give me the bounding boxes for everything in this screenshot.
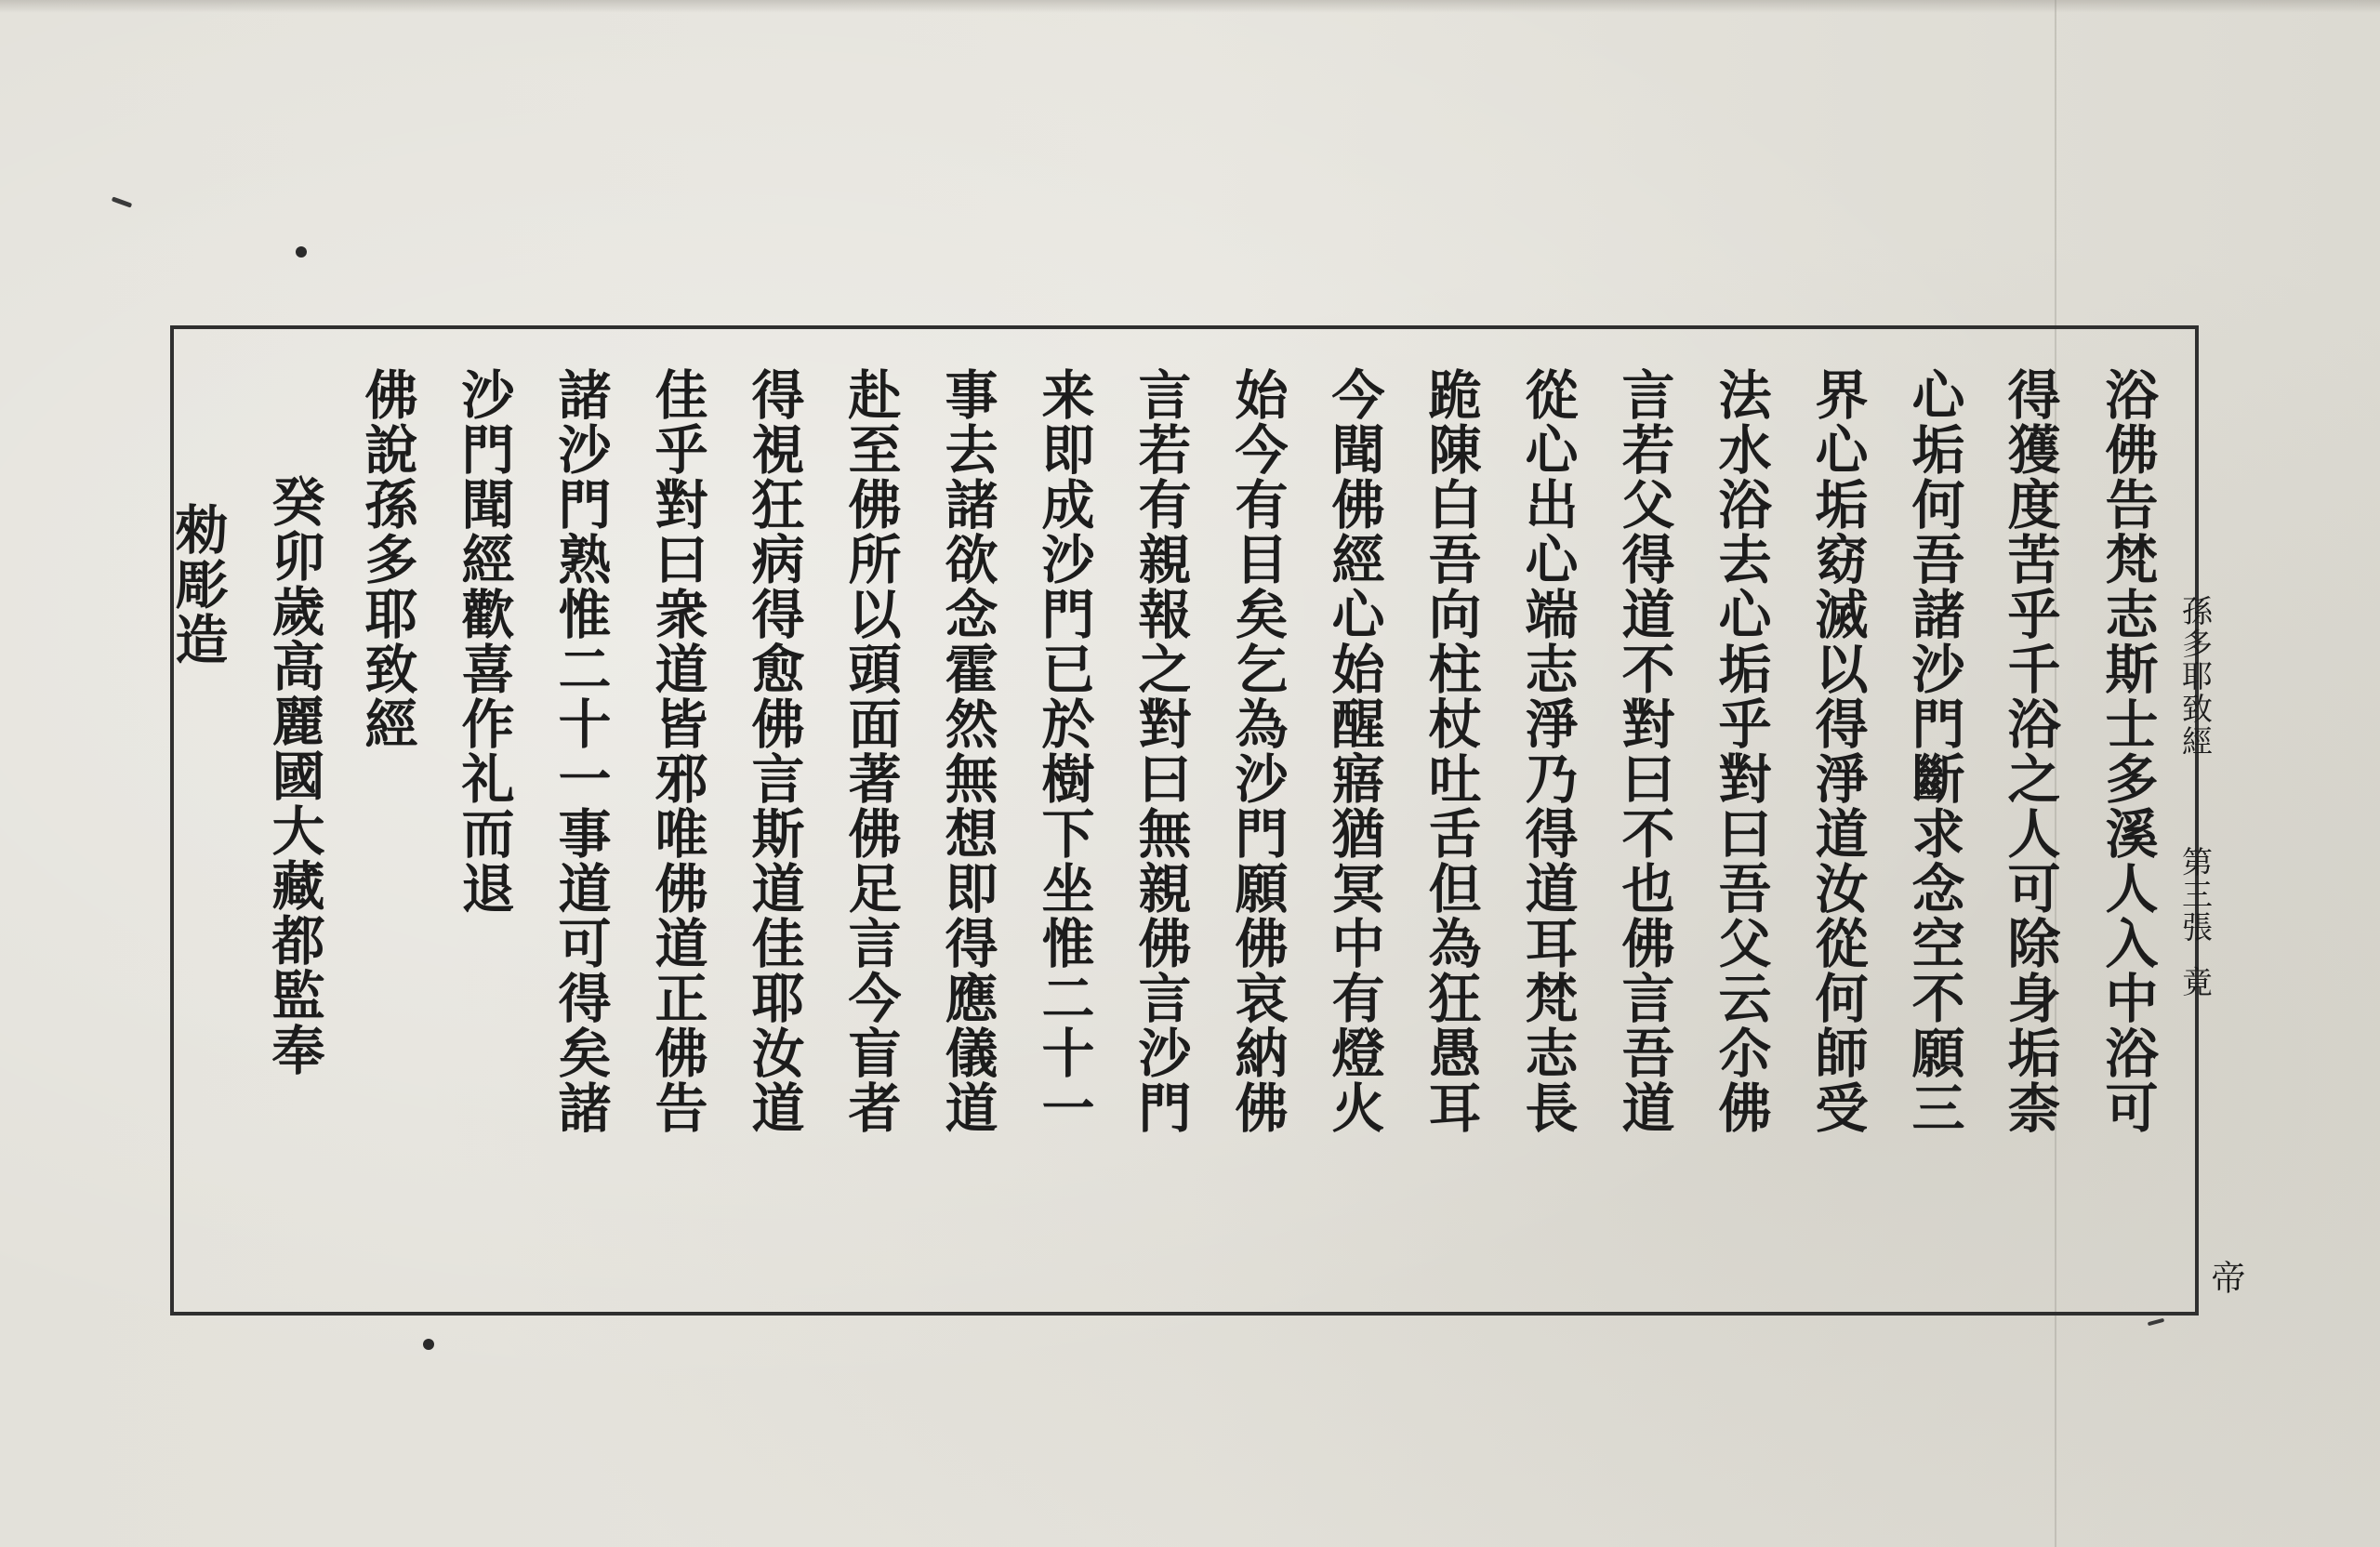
text-column-16: 佳乎對曰衆道皆邪唯佛道正佛告 <box>646 367 708 1135</box>
text-column-14: 赴至佛所以頭面著佛足言今盲者 <box>840 367 902 1135</box>
text-column-7: 從心出心端志淨乃得道耳梵志長 <box>1516 367 1579 1135</box>
margin-page-number: 第三張竟 <box>2177 846 2214 998</box>
text-column-2: 得獲度苦乎千浴之人可除身垢柰 <box>1999 367 2061 1135</box>
colophon-title: 佛說孫多耶致經 <box>356 367 418 751</box>
colophon-edict-line: 勑彫造 <box>166 502 229 667</box>
text-column-11: 言若有親報之對曰無親佛言沙門 <box>1130 367 1192 1135</box>
margin-edge-character: 帝 <box>2205 1260 2245 1294</box>
text-column-9: 今聞佛經心始醒寤猶冥中有燈火 <box>1323 367 1385 1135</box>
colophon-date-line: 癸卯歲高麗國大藏都監奉 <box>263 474 325 1078</box>
text-column-17: 諸沙門熟惟二十一事道可得矣諸 <box>549 367 612 1135</box>
margin-sutra-title: 孫多耶致經 <box>2177 595 2214 758</box>
text-column-15: 得視狂病得愈佛言斯道佳耶汝道 <box>743 367 805 1135</box>
text-column-13: 事去諸欲念霍然無想即得應儀道 <box>936 367 998 1135</box>
margin-end-mark: 竟 <box>2177 966 2214 998</box>
text-column-18: 沙門聞經歡喜作礼而退 <box>453 367 515 916</box>
text-column-12: 来即成沙門已於樹下坐惟二十一 <box>1033 367 1095 1135</box>
text-column-8: 跪陳白吾向柱杖吐舌但為狂愚耳 <box>1420 367 1482 1135</box>
text-column-4: 界心垢窈滅以得淨道汝從何師受 <box>1806 367 1869 1135</box>
ink-speck <box>296 246 307 258</box>
text-column-5: 法水浴去心垢乎對曰吾父云尒佛 <box>1710 367 1772 1135</box>
text-column-10: 始今有目矣乞為沙門願佛哀納佛 <box>1226 367 1289 1135</box>
text-column-6: 言若父得道不對曰不也佛言吾道 <box>1613 367 1675 1135</box>
text-column-1: 浴佛告梵志斯士多溪人入中浴可 <box>2096 367 2159 1135</box>
text-column-3: 心垢何吾諸沙門斷求念空不願三 <box>1903 367 1965 1135</box>
ink-speck <box>423 1339 434 1350</box>
